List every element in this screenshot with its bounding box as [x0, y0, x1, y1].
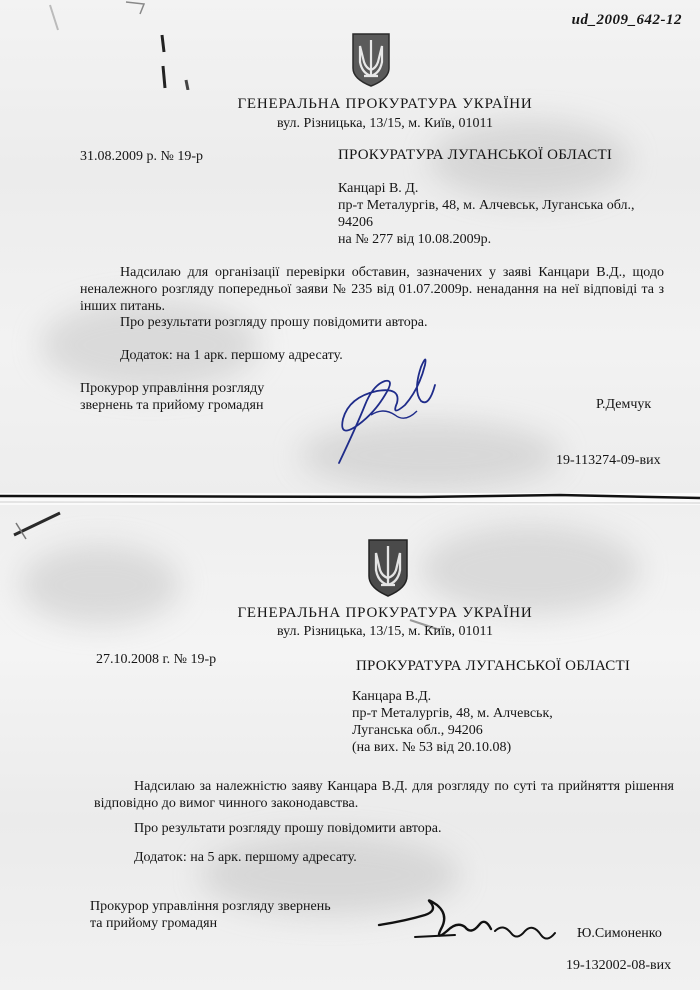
office-address: вул. Різницька, 13/15, м. Київ, 01011	[277, 116, 493, 131]
recipient-address: Луганська обл., 94206	[352, 723, 483, 738]
outgoing-number: 19-132002-08-вих	[566, 958, 672, 973]
coat-of-arms-icon	[350, 32, 392, 88]
signature-image	[375, 895, 575, 950]
body-paragraph: Про результати розгляду прошу повідомити автора.	[134, 821, 442, 836]
signatory-name: Ю.Симоненко	[577, 926, 662, 941]
scan-mark	[150, 30, 200, 90]
office-address: вул. Різницька, 13/15, м. Київ, 01011	[277, 624, 493, 639]
recipient-address: 94206	[338, 215, 373, 230]
signature-image	[325, 345, 440, 470]
letter-bottom	[0, 505, 700, 990]
document-id: ud_2009_642-12	[571, 12, 682, 28]
recipient-name: Канцара В.Д.	[352, 689, 432, 704]
recipient-reference: на № 277 від 10.08.2009р.	[338, 232, 492, 247]
signatory-name: Р.Демчук	[596, 397, 652, 412]
scan-mark	[120, 0, 150, 20]
recipient-org: ПРОКУРАТУРА ЛУГАНСЬКОЇ ОБЛАСТІ	[338, 147, 613, 163]
attachment-note: Додаток: на 5 арк. першому адресату.	[134, 850, 357, 865]
recipient-reference: (на вих. № 53 від 20.10.08)	[352, 740, 512, 755]
office-name: ГЕНЕРАЛЬНА ПРОКУРАТУРА УКРАЇНИ	[237, 605, 533, 621]
attachment-note: Додаток: на 1 арк. першому адресату.	[120, 348, 343, 363]
signatory-title: Прокурор управління розгляду	[80, 381, 265, 396]
signatory-title: Прокурор управління розгляду звернень	[90, 899, 331, 914]
recipient-address: пр-т Металургів, 48, м. Алчевськ, Луганська обл.,	[338, 198, 635, 213]
date-number: 31.08.2009 р. № 19-р	[80, 149, 204, 164]
signatory-title: та прийому громадян	[90, 916, 218, 931]
scan-mark	[10, 505, 70, 545]
recipient-name: Канцарі В. Д.	[338, 181, 419, 196]
body-paragraph: Надсилаю за належністю заяву Канцара В.Д. для розгляду по суті та прийняття рішення відповідно до вимог чинного законодавства.	[94, 779, 674, 811]
body-paragraph: Про результати розгляду прошу повідомити автора.	[120, 315, 428, 330]
scan-mark	[40, 0, 70, 40]
paper-edge	[0, 493, 700, 505]
date-number: 27.10.2008 г. № 19-р	[96, 652, 217, 667]
signatory-title: звернень та прийому громадян	[80, 398, 264, 413]
coat-of-arms-icon	[366, 538, 410, 598]
recipient-org: ПРОКУРАТУРА ЛУГАНСЬКОЇ ОБЛАСТІ	[356, 658, 631, 674]
body-paragraph: Надсилаю для організації перевірки обставин, зазначених у заяві Канцари В.Д., щодо неналежного розгляду попередньої заяви № 235 від 01.07.2009р. ненадання на неї відповіді та з інших питань.	[80, 265, 664, 314]
recipient-address: пр-т Металургів, 48, м. Алчевськ,	[352, 706, 553, 721]
outgoing-number: 19-113274-09-вих	[556, 453, 661, 468]
office-name: ГЕНЕРАЛЬНА ПРОКУРАТУРА УКРАЇНИ	[237, 96, 533, 112]
